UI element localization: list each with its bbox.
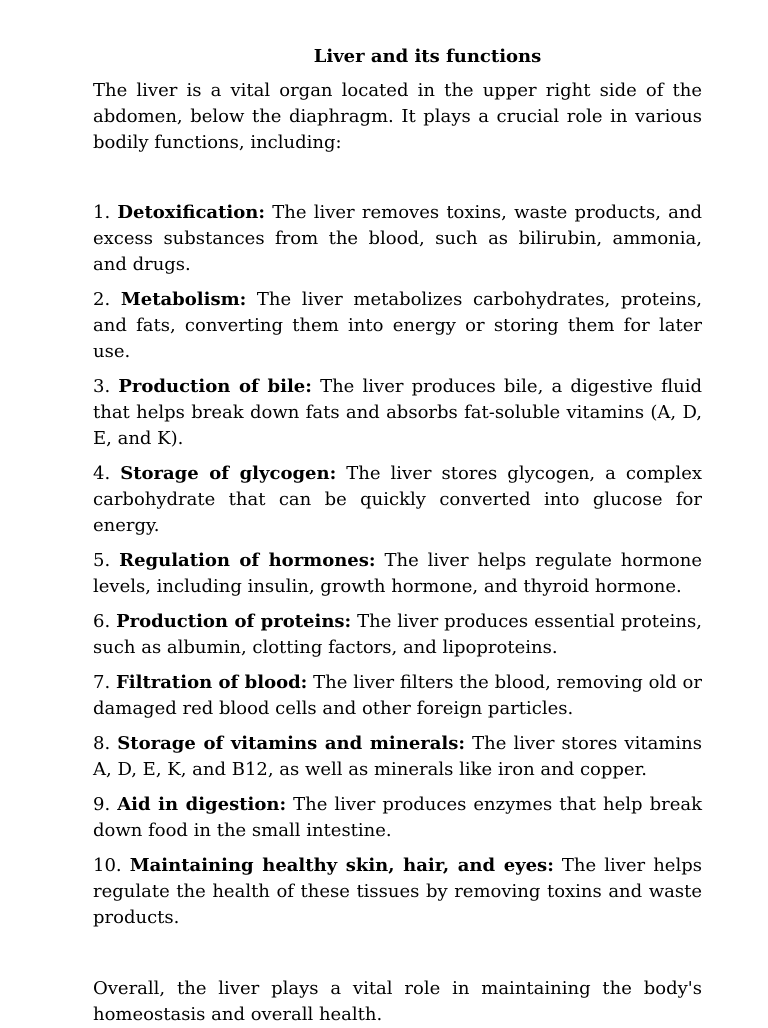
item-term: Storage of glycogen: bbox=[120, 463, 337, 484]
list-item bbox=[93, 461, 702, 539]
list-item bbox=[93, 853, 702, 931]
list-item bbox=[93, 200, 702, 278]
item-text: The liver stores vitamins A, D, E, K, and B12, as well as minerals like iron and copper. bbox=[93, 733, 702, 780]
item-term: Detoxification: bbox=[117, 202, 265, 223]
list-item bbox=[93, 731, 702, 783]
item-number: 6. bbox=[93, 611, 111, 632]
item-text: The liver helps regulate hormone levels, including insulin, growth hormone, and thyroid hormone. bbox=[93, 550, 702, 597]
item-number: 2. bbox=[93, 289, 111, 310]
item-text: The liver filters the blood, removing old or damaged red blood cells and other foreign particles. bbox=[93, 672, 703, 719]
item-number: 4. bbox=[93, 463, 111, 484]
item-number: 8. bbox=[93, 733, 111, 754]
item-text: The liver produces enzymes that help break down food in the small intestine. bbox=[93, 794, 702, 841]
item-text: The liver stores glycogen, a complex carbohydrate that can be quickly converted into glucose for energy. bbox=[93, 463, 702, 536]
list-item bbox=[93, 548, 702, 600]
list-item bbox=[93, 374, 702, 452]
list-item bbox=[93, 792, 702, 844]
item-number: 10. bbox=[93, 855, 122, 876]
item-term: Production of bile: bbox=[118, 376, 312, 397]
item-term: Storage of vitamins and minerals: bbox=[117, 733, 466, 754]
item-term: Filtration of blood: bbox=[116, 672, 308, 693]
item-number: 3. bbox=[93, 376, 111, 397]
list-item bbox=[93, 287, 702, 365]
item-text: The liver metabolizes carbohydrates, proteins, and fats, converting them into energy or storing them for later use. bbox=[93, 289, 702, 362]
intro-paragraph: The liver is a vital organ located in the upper right side of the abdomen, below the diaphragm. It plays a crucial role in various bodily functions, including: bbox=[93, 80, 702, 153]
item-text: The liver produces bile, a digestive fluid that helps break down fats and absorbs fat-soluble vitamins (A, D, E, and K). bbox=[93, 376, 702, 449]
item-term: Maintaining healthy skin, hair, and eyes: bbox=[129, 855, 554, 876]
functions-list bbox=[93, 200, 702, 931]
list-item bbox=[93, 670, 702, 722]
item-term: Regulation of hormones: bbox=[119, 550, 376, 571]
item-text: The liver produces essential proteins, such as albumin, clotting factors, and lipoproteins. bbox=[93, 611, 702, 658]
item-term: Aid in digestion: bbox=[117, 794, 287, 815]
conclusion-paragraph: Overall, the liver plays a vital role in maintaining the body's homeostasis and overall health. bbox=[93, 978, 702, 1025]
item-number: 9. bbox=[93, 794, 111, 815]
item-term: Production of proteins: bbox=[116, 611, 352, 632]
item-number: 7. bbox=[93, 672, 111, 693]
item-text: The liver removes toxins, waste products, and excess substances from the blood, such as bilirubin, ammonia, and drugs. bbox=[93, 202, 702, 275]
list-item bbox=[93, 609, 702, 661]
item-number: 5. bbox=[93, 550, 111, 571]
item-number: 1. bbox=[93, 202, 111, 223]
item-term: Metabolism: bbox=[120, 289, 247, 310]
document-title: Liver and its functions bbox=[313, 46, 542, 67]
document-page bbox=[93, 44, 702, 1028]
item-text: The liver helps regulate the health of these tissues by removing toxins and waste products. bbox=[93, 855, 702, 928]
